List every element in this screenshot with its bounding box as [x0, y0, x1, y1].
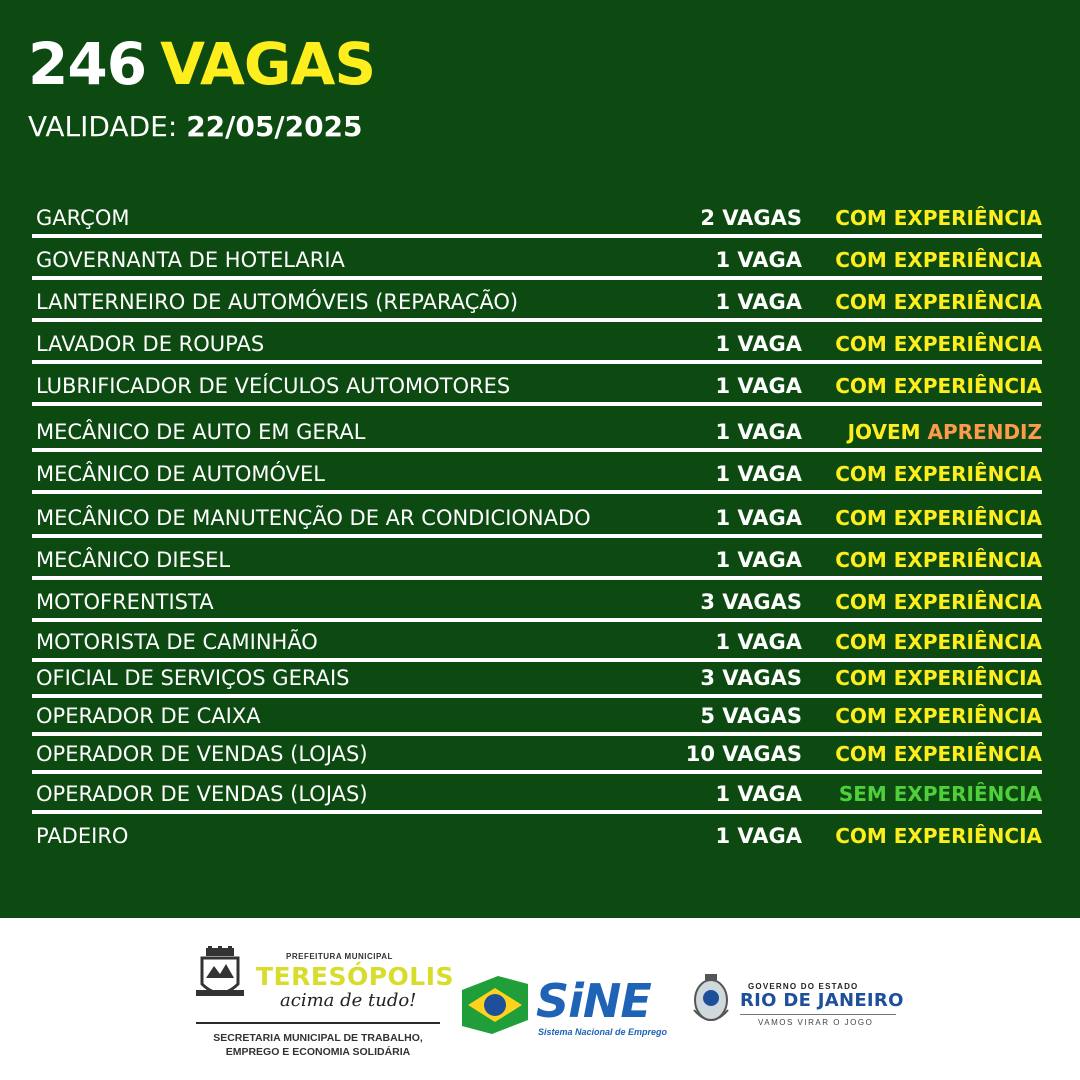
- job-quantity: 2 VAGAS: [700, 206, 802, 230]
- job-requirement: COM EXPERIÊNCIA: [835, 374, 1042, 398]
- job-quantity: 1 VAGA: [715, 548, 802, 572]
- job-row: [32, 656, 1042, 698]
- state-name: RIO DE JANEIRO: [740, 990, 904, 1011]
- job-requirement: COM EXPERIÊNCIA: [835, 590, 1042, 614]
- job-row: [32, 580, 1042, 622]
- job-quantity: 3 VAGAS: [700, 666, 802, 690]
- job-row: [32, 196, 1042, 238]
- job-requirement: COM EXPERIÊNCIA: [835, 206, 1042, 230]
- job-title: LANTERNEIRO DE AUTOMÓVEIS (REPARAÇÃO): [36, 290, 519, 314]
- job-quantity: 1 VAGA: [715, 248, 802, 272]
- state-seal-icon: [690, 970, 732, 1028]
- job-title: OPERADOR DE VENDAS (LOJAS): [36, 742, 368, 766]
- job-title: OPERADOR DE VENDAS (LOJAS): [36, 782, 368, 806]
- prefeitura-label: PREFEITURA MUNICIPAL: [286, 952, 393, 961]
- job-requirement: COM EXPERIÊNCIA: [835, 742, 1042, 766]
- job-row: [32, 538, 1042, 580]
- job-quantity: 3 VAGAS: [700, 590, 802, 614]
- job-title: MECÂNICO DE AUTO EM GERAL: [36, 420, 366, 444]
- job-row: [32, 410, 1042, 452]
- job-row: [32, 452, 1042, 494]
- job-title: MOTOFRENTISTA: [36, 590, 214, 614]
- job-title: GARÇOM: [36, 206, 130, 230]
- job-quantity: 1 VAGA: [715, 506, 802, 530]
- job-row: [32, 322, 1042, 364]
- job-quantity: 1 VAGA: [715, 374, 802, 398]
- job-quantity: 1 VAGA: [715, 462, 802, 486]
- footer: [0, 918, 1080, 1080]
- job-title: GOVERNANTA DE HOTELARIA: [36, 248, 345, 272]
- job-quantity: 1 VAGA: [715, 332, 802, 356]
- validity-label: VALIDADE:: [28, 110, 178, 143]
- requirement-part-a: JOVEM: [847, 420, 921, 444]
- row-divider: [32, 402, 1042, 406]
- job-title: PADEIRO: [36, 824, 129, 848]
- job-requirement: COM EXPERIÊNCIA: [835, 462, 1042, 486]
- job-row: [32, 364, 1042, 406]
- job-requirement: COM EXPERIÊNCIA: [835, 548, 1042, 572]
- requirement-part-b: APRENDIZ: [927, 420, 1042, 444]
- validity: [28, 110, 363, 143]
- job-title: MECÂNICO DE AUTOMÓVEL: [36, 462, 326, 486]
- headline: [28, 30, 375, 100]
- job-title: MECÂNICO DE MANUTENÇÃO DE AR CONDICIONADO: [36, 506, 591, 530]
- job-row: [32, 814, 1042, 856]
- job-quantity: 1 VAGA: [715, 290, 802, 314]
- vacancy-word: VAGAS: [160, 30, 376, 98]
- brazil-flag-icon: [462, 976, 528, 1034]
- job-row: [32, 732, 1042, 774]
- sine-subtitle: Sistema Nacional de Emprego: [538, 1027, 668, 1037]
- job-row: [32, 772, 1042, 814]
- secretaria-line-2: EMPREGO E ECONOMIA SOLIDÁRIA: [225, 1046, 411, 1058]
- job-title: MECÂNICO DIESEL: [36, 548, 231, 572]
- job-requirement: SEM EXPERIÊNCIA: [838, 782, 1042, 806]
- teresopolis-logo: [196, 946, 455, 1058]
- job-row: [32, 280, 1042, 322]
- job-quantity: 10 VAGAS: [685, 742, 802, 766]
- job-requirement: [848, 420, 1042, 444]
- job-requirement: COM EXPERIÊNCIA: [835, 506, 1042, 530]
- city-slogan: acima de tudo!: [280, 990, 417, 1011]
- city-seal-icon: [196, 946, 244, 1006]
- job-quantity: 1 VAGA: [715, 782, 802, 806]
- gov-label: GOVERNO DO ESTADO: [748, 982, 859, 991]
- job-title: OPERADOR DE CAIXA: [36, 704, 261, 728]
- job-quantity: 5 VAGAS: [700, 704, 802, 728]
- sine-logo: [462, 972, 672, 1042]
- job-requirement: COM EXPERIÊNCIA: [835, 332, 1042, 356]
- job-requirement: COM EXPERIÊNCIA: [835, 290, 1042, 314]
- job-row: [32, 496, 1042, 538]
- job-requirement: COM EXPERIÊNCIA: [835, 824, 1042, 848]
- job-row: [32, 238, 1042, 280]
- job-title: OFICIAL DE SERVIÇOS GERAIS: [36, 666, 350, 690]
- state-motto: VAMOS VIRAR O JOGO: [758, 1018, 874, 1027]
- job-title: MOTORISTA DE CAMINHÃO: [36, 630, 318, 654]
- city-name: TERESÓPOLIS: [256, 962, 455, 991]
- row-divider: [32, 490, 1042, 494]
- job-row: [32, 694, 1042, 736]
- job-quantity: 1 VAGA: [715, 420, 802, 444]
- job-quantity: 1 VAGA: [715, 824, 802, 848]
- rj-logo: [690, 970, 910, 1040]
- validity-date: 22/05/2025: [186, 110, 363, 143]
- job-quantity: 1 VAGA: [715, 630, 802, 654]
- job-requirement: COM EXPERIÊNCIA: [835, 630, 1042, 654]
- job-title: LAVADOR DE ROUPAS: [36, 332, 265, 356]
- job-requirement: COM EXPERIÊNCIA: [835, 704, 1042, 728]
- secretaria-line-1: SECRETARIA MUNICIPAL DE TRABALHO,: [213, 1032, 423, 1044]
- divider: [740, 1014, 896, 1015]
- job-title: LUBRIFICADOR DE VEÍCULOS AUTOMOTORES: [36, 374, 511, 398]
- vacancy-count: 246: [28, 30, 147, 98]
- job-requirement: COM EXPERIÊNCIA: [835, 666, 1042, 690]
- job-requirement: COM EXPERIÊNCIA: [835, 248, 1042, 272]
- sine-wordmark: SiNE: [536, 974, 651, 1028]
- divider: [196, 1022, 440, 1024]
